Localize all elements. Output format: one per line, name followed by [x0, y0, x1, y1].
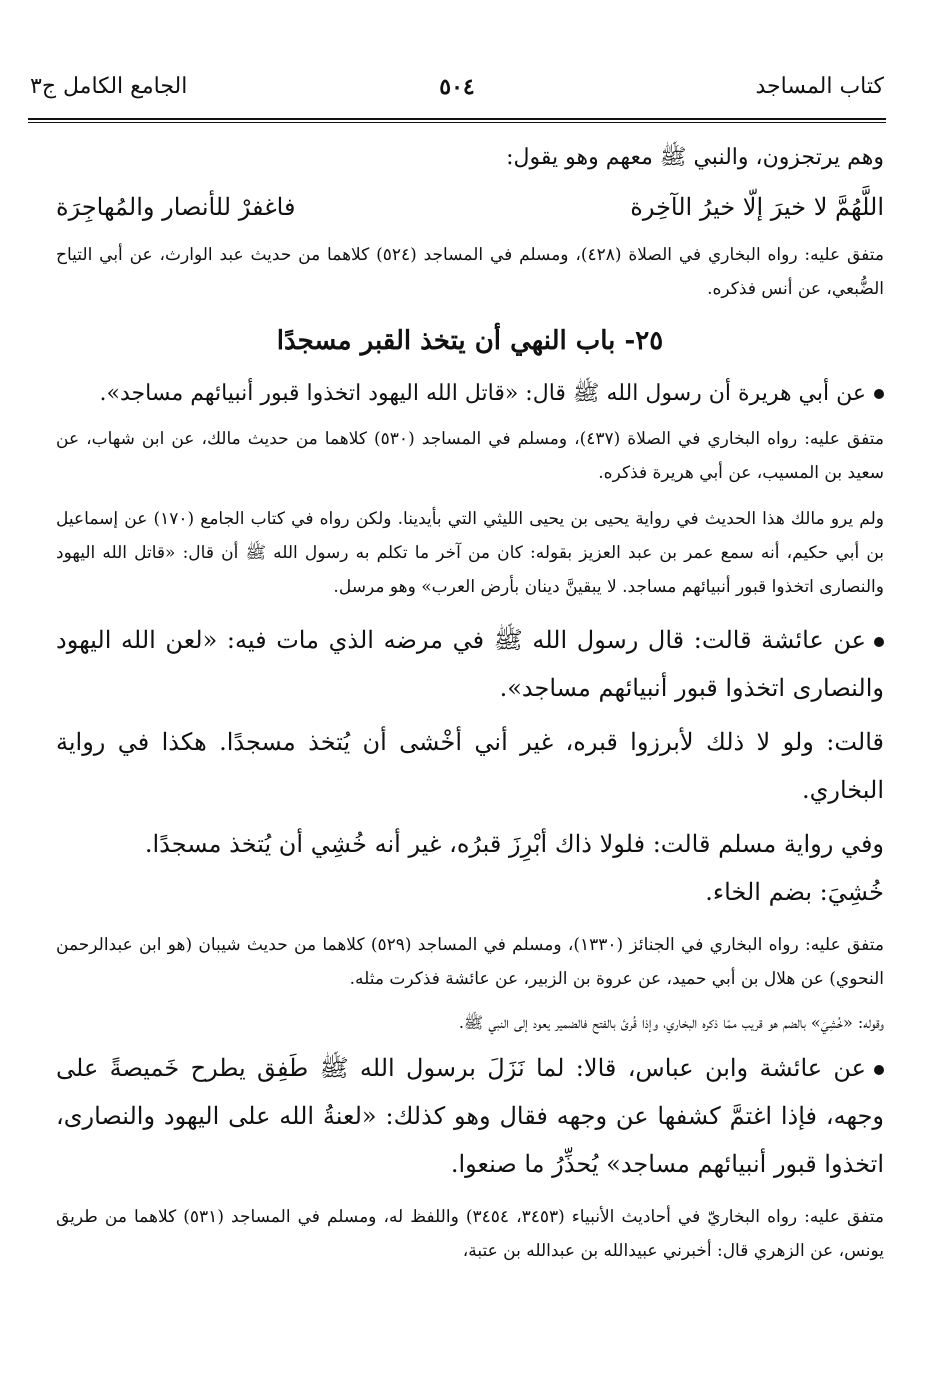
chapter-title: ٢٥- باب النهي أن يتخذ القبر مسجدًا: [276, 326, 664, 356]
hadith-text: عن عائشة قالت: قال رسول الله ﷺ في مرضه الذي مات فيه: «لعن الله اليهود والنصارى اتخذوا قبور أنبيائهم مساجد».: [56, 626, 884, 702]
page-number: ٥٠٤: [439, 74, 475, 100]
hadith-muslim-narration: وفي رواية مسلم قالت: فلولا ذاك أبْرِزَ قبرُه، غير أنه خُشِي أن يُتخذ مسجدًا.: [144, 830, 884, 858]
intro-line: وهم يرتجزون، والنبي ﷺ معهم وهو يقول:: [506, 145, 884, 170]
word-gloss: خُشِيَ: بضم الخاء.: [705, 878, 884, 906]
note-paragraph: ولم يرو مالك هذا الحديث في رواية يحيى بن يحيى الليثي التي بأيدينا. ولكن رواه في كتاب الجامع (١٧٠) عن إسماعيل بن أبي حكيم، أنه سمع عمر بن عبد العزيز بقوله: كان من آخر ما تكلم به رسول الله ﷺ أن قال: «قاتل الله اليهود والنصارى اتخذوا قبور أنبيائهم مساجد. لا يبقينَّ دينان بأرض العرب» وهو مرسل.: [56, 509, 884, 597]
verse-first-hemistich: اللَّهُمَّ لا خيرَ إلّا خيرُ الآخِرة: [630, 193, 884, 221]
hadith-text: عن أبي هريرة أن رسول الله ﷺ قال: «قاتل الله اليهود اتخذوا قبور أنبيائهم مساجد».: [99, 381, 866, 406]
takhrij-paragraph: متفق عليه: رواه البخاري في الصلاة (٤٣٧)، ومسلم في المساجد (٥٣٠) كلاهما من حديث مالك، عن ابن شهاب، عن سعيد بن المسيب، عن أبي هريرة فذكره.: [56, 429, 884, 483]
volume-title: الجامع الكامل ج٣: [30, 74, 188, 99]
bullet-icon: [874, 389, 884, 399]
takhrij-paragraph: متفق عليه: رواه البخاري في الجنائز (١٣٣٠)، ومسلم في المساجد (٥٢٩) كلاهما من حديث شيبان (هو ابن عبدالرحمن النحوي) عن هلال بن أبي حميد، عن عروة بن الزبير، عن عائشة فذكرت مثله.: [56, 935, 885, 989]
hadith-paragraph: [56, 372, 884, 416]
bullet-icon: [874, 637, 884, 647]
verse-second-hemistich: فاغفرْ للأنصار والمُهاجِرَة: [56, 193, 296, 221]
hadith-paragraph: [56, 616, 884, 712]
header-rule-thin: [28, 122, 886, 123]
takhrij-paragraph: متفق عليه: رواه البخاريّ في أحاديث الأنبياء (٣٤٥٣، ٣٤٥٤) واللفظ له، ومسلم في المساجد (٥٣١) كلاهما من طريق يونس، عن الزهري قال: أخبرني عبيدالله بن عبدالله بن عتبة،: [56, 1207, 885, 1261]
bullet-icon: [874, 1065, 884, 1075]
running-header: [30, 72, 884, 112]
hadith-paragraph: [56, 1044, 884, 1188]
poetry-verse: [56, 180, 884, 238]
hadith-continuation: قالت: ولو لا ذلك لأبرزوا قبره، غير أني أخْشى أن يُتخذ مسجدًا. هكذا في رواية البخاري.: [56, 728, 884, 804]
header-rule: [28, 118, 886, 120]
note-paragraph: وقوله: «خُشِيَ» بالضم هو قريب ممّا ذكره البخاري، وإذا قُرئ بالفتح فالضمير يعود إلى النبي ﷺ.: [458, 1013, 884, 1032]
page-content: [56, 136, 884, 1268]
book-title: كتاب المساجد: [755, 74, 884, 99]
hadith-text: عن عائشة وابن عباس، قالا: لما نَزَلَ برسول الله ﷺ طَفِق يطرح خَميصةً على وجهه، فإذا اغتمَّ كشفها عن وجهه فقال وهو كذلك: «لعنةُ الله على اليهود والنصارى، اتخذوا قبور أنبيائهم مساجد» يُحذِّرُ ما صنعوا.: [56, 1054, 884, 1178]
takhrij-paragraph: متفق عليه: رواه البخاري في الصلاة (٤٢٨)، ومسلم في المساجد (٥٢٤) كلاهما من حديث عبد الوارث، عن أبي التياح الضُّبعي، عن أنس فذكره.: [56, 245, 885, 299]
